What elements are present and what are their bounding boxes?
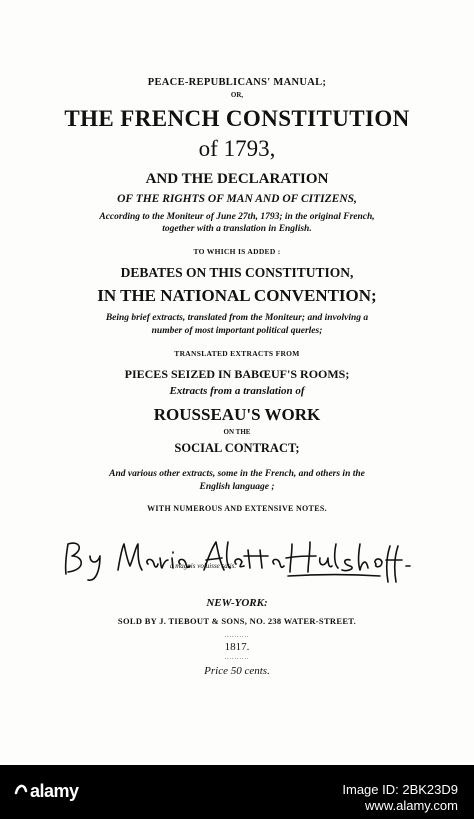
queries-line: number of most important political querles;	[151, 326, 323, 336]
ornament-dots-lower: ..........	[224, 655, 250, 661]
on-the-line: ON THE	[223, 428, 251, 436]
city-line: NEW-YORK:	[206, 597, 268, 609]
various-extracts-line: And various other extracts, some in the French, and others in the	[109, 469, 365, 479]
stock-watermark-bar	[0, 765, 474, 819]
manual-title: PEACE-REPUBLICANS' MANUAL;	[147, 77, 327, 88]
convention-line: IN THE NATIONAL CONVENTION;	[97, 286, 377, 305]
year-line: 1817.	[224, 641, 250, 653]
stock-image-info	[342, 782, 458, 815]
handwritten-signature	[60, 536, 420, 586]
extracts-line: Being brief extracts, translated from the Moniteur; and involving a	[105, 313, 369, 323]
translated-extracts-line: TRANSLATED EXTRACTS FROM	[174, 349, 300, 358]
added-line: TO WHICH IS ADDED :	[193, 247, 281, 256]
moniteur-line: According to the Moniteur of June 27th, 1793; in the original French,	[99, 212, 375, 222]
rights-subtitle: OF THE RIGHTS OF MAN AND OF CITIZENS,	[117, 193, 357, 205]
signature-image	[60, 536, 420, 586]
year-title: of 1793,	[198, 136, 276, 161]
notes-line: WITH NUMEROUS AND EXTENSIVE NOTES.	[147, 504, 327, 513]
debates-line: DEBATES ON THIS CONSTITUTION,	[120, 265, 354, 280]
latin-motto: a magnis voluisse satis.	[170, 562, 237, 570]
image-id-label: Image ID: 2BK23D9	[342, 782, 458, 797]
rousseau-title: ROUSSEAU'S WORK	[153, 405, 321, 424]
price-line: Price 50 cents.	[204, 665, 270, 677]
or-line: OR,	[230, 91, 244, 99]
translation-line: together with a translation in English.	[162, 224, 312, 234]
site-url: www.alamy.com	[365, 798, 458, 814]
alamy-brand: alamy	[30, 781, 79, 801]
main-title: THE FRENCH CONSTITUTION	[64, 106, 410, 131]
english-language-line: English language ;	[199, 482, 275, 492]
babeuf-line: PIECES SEIZED IN BABŒUF'S ROOMS;	[124, 367, 350, 381]
social-contract-line: SOCIAL CONTRACT;	[174, 441, 300, 455]
rousseau-intro: Extracts from a translation of	[169, 385, 305, 397]
ornament-dots: ..........	[224, 633, 250, 639]
declaration-title: AND THE DECLARATION	[145, 171, 329, 187]
publisher-line: SOLD BY J. TIEBOUT & SONS, NO. 238 WATER-STREET.	[117, 616, 357, 626]
